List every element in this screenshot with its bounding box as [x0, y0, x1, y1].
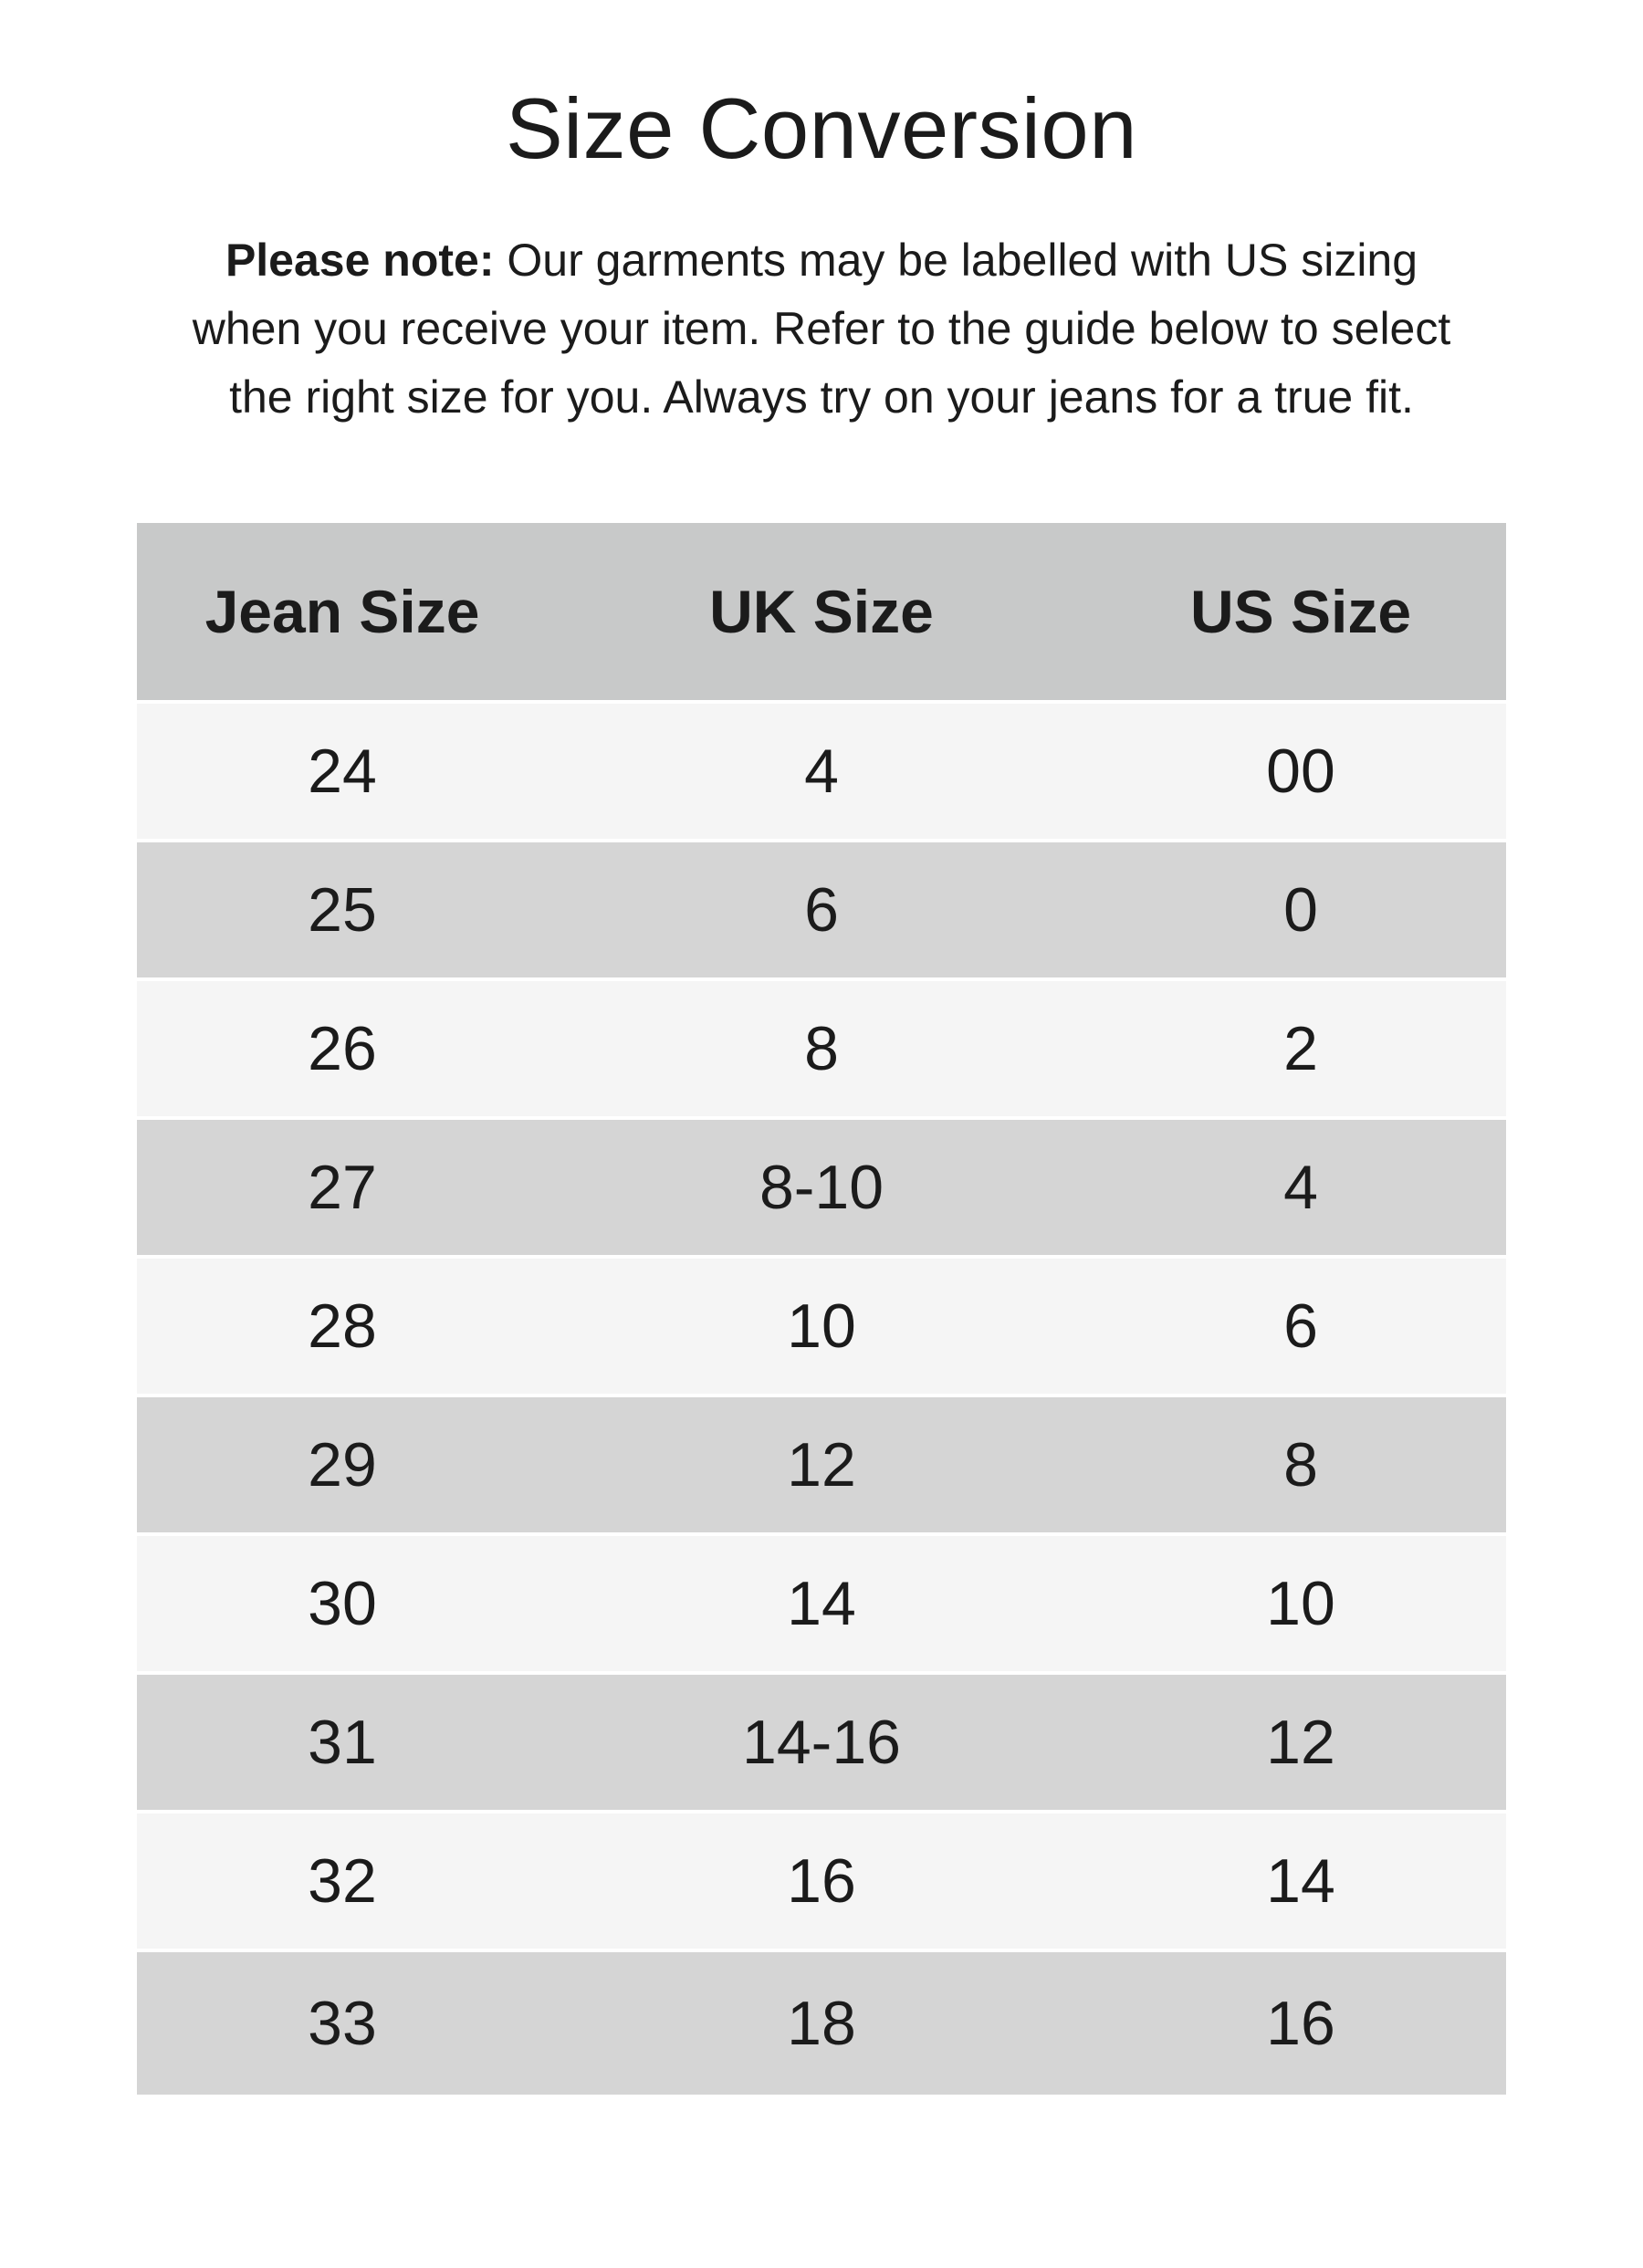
uk-size-cell: 8	[804, 1013, 839, 1083]
jean-size-cell: 27	[308, 1152, 377, 1222]
uk-size-cell: 4	[804, 736, 839, 806]
us-size-cell: 4	[1283, 1152, 1318, 1222]
uk-size-cell: 18	[787, 1988, 856, 2058]
note-line-1-rest: Our garments may be labelled with US sizing	[494, 234, 1418, 286]
note-line-2: when you receive your item. Refer to the guide below to select	[192, 302, 1451, 354]
us-size-cell: 00	[1266, 736, 1335, 806]
jean-size-cell: 33	[308, 1988, 377, 2058]
us-size-cell: 14	[1266, 1845, 1335, 1916]
us-size-cell: 2	[1283, 1013, 1318, 1083]
note-text	[82, 226, 1561, 432]
uk-size-cell: 6	[804, 874, 839, 945]
table-row	[137, 1813, 1506, 1952]
table-row	[137, 981, 1506, 1120]
column-header-uk-size: UK Size	[709, 577, 934, 645]
uk-size-cell: 8-10	[759, 1152, 884, 1222]
table-header-row	[137, 523, 1506, 704]
table-row	[137, 1536, 1506, 1675]
uk-size-cell: 14-16	[742, 1707, 901, 1777]
us-size-cell: 6	[1283, 1291, 1318, 1361]
jean-size-cell: 30	[308, 1568, 377, 1638]
table-row	[137, 1675, 1506, 1813]
size-conversion-page	[0, 78, 1643, 2095]
jean-size-cell: 29	[308, 1429, 377, 1500]
note-bold-label: Please note:	[225, 234, 495, 286]
us-size-cell: 12	[1266, 1707, 1335, 1777]
jean-size-cell: 31	[308, 1707, 377, 1777]
jean-size-cell: 26	[308, 1013, 377, 1083]
page-title: Size Conversion	[506, 80, 1137, 176]
size-conversion-table	[137, 523, 1506, 2095]
table-row	[137, 1952, 1506, 2095]
column-header-us-size: US Size	[1189, 577, 1412, 645]
table-row	[137, 842, 1506, 981]
uk-size-cell: 10	[787, 1291, 856, 1361]
table-row	[137, 1397, 1506, 1536]
uk-size-cell: 16	[787, 1845, 856, 1916]
table-row	[137, 704, 1506, 842]
uk-size-cell: 14	[787, 1568, 856, 1638]
jean-size-cell: 25	[308, 874, 377, 945]
jean-size-cell: 24	[308, 736, 377, 806]
column-header-jean-size: Jean Size	[204, 577, 480, 645]
us-size-cell: 10	[1266, 1568, 1335, 1638]
jean-size-cell: 32	[308, 1845, 377, 1916]
table-row	[137, 1120, 1506, 1259]
note-line-1	[82, 226, 1561, 295]
us-size-cell: 16	[1266, 1988, 1335, 2058]
uk-size-cell: 12	[787, 1429, 856, 1500]
table-body	[137, 704, 1506, 2095]
note-line-3: the right size for you. Always try on your jeans for a true fit.	[229, 371, 1414, 423]
table-row	[137, 1259, 1506, 1397]
us-size-cell: 8	[1283, 1429, 1318, 1500]
jean-size-cell: 28	[308, 1291, 377, 1361]
us-size-cell: 0	[1283, 874, 1318, 945]
